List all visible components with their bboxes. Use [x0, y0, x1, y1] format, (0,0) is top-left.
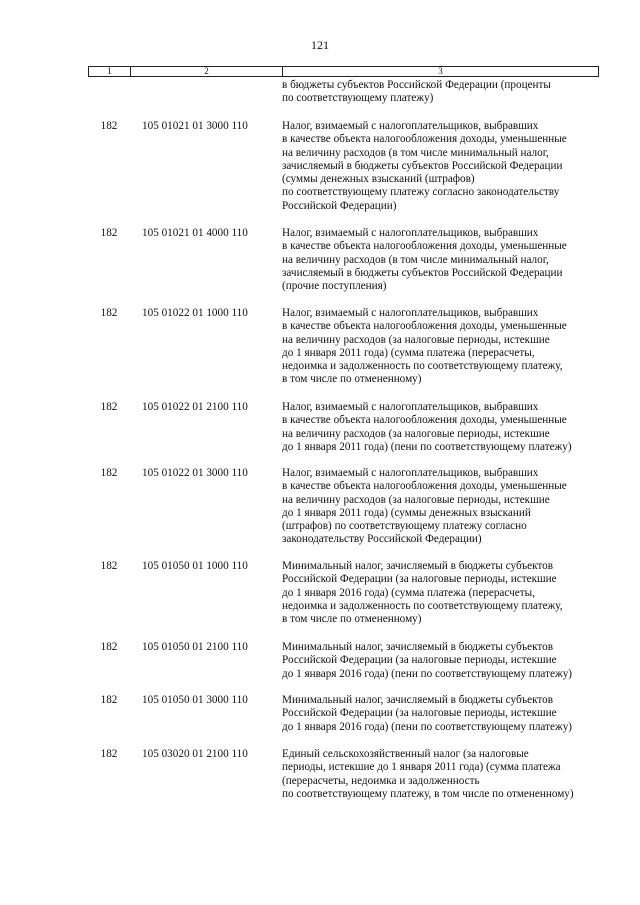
header-col-3: 3 — [438, 66, 443, 76]
description-line: Налог, взимаемый с налогоплательщиков, выбравших — [282, 227, 539, 239]
page-number: 121 — [311, 38, 329, 52]
description-line: в том числе по отмененному) — [282, 613, 422, 626]
description-line: периоды, истекшие до 1 января 2011 года) (сумма платежа — [282, 761, 561, 774]
description-cell — [282, 401, 599, 454]
budget-code-cell: 105 01050 01 2100 110 — [142, 641, 248, 653]
description-line: (суммы денежных взысканий (штрафов) — [282, 173, 475, 186]
table-row — [88, 748, 599, 801]
budget-code-cell: 105 01050 01 3000 110 — [142, 694, 248, 706]
description-cell — [282, 641, 599, 681]
description-line: на величину расходов (в том числе минимальный налог, — [282, 253, 549, 266]
description-line: Российской Федерации (за налоговые периоды, истекшие — [282, 654, 557, 667]
description-line: Налог, взимаемый с налогоплательщиков, выбравших — [282, 401, 539, 413]
table-row — [88, 401, 599, 454]
description-line: (штрафов) по соответствующему платежу согласно — [282, 520, 527, 533]
admin-code-cell: 182 — [100, 748, 118, 760]
description-line: Российской Федерации (за налоговые периоды, истекшие — [282, 573, 557, 586]
admin-code-cell — [88, 79, 130, 106]
budget-code-cell — [130, 79, 282, 106]
table-row — [88, 467, 599, 547]
description-line: в качестве объекта налогообложения доходы, уменьшенные — [282, 133, 567, 146]
description-cell — [282, 467, 599, 547]
admin-code-cell: 182 — [100, 641, 118, 653]
table-header — [88, 66, 599, 77]
description-cell — [282, 227, 599, 293]
admin-code-cell: 182 — [100, 467, 118, 479]
budget-code-cell: 105 01022 01 2100 110 — [142, 401, 248, 413]
table-row — [88, 79, 599, 106]
description-line: в качестве объекта налогообложения доходы, уменьшенные — [282, 240, 567, 253]
description-line: на величину расходов (в том числе минимальный налог, — [282, 146, 549, 159]
description-line: законодательству Российской Федерации) — [282, 533, 482, 546]
admin-code-cell: 182 — [100, 401, 118, 413]
table-row — [88, 694, 599, 734]
header-col-1: 1 — [89, 67, 131, 76]
description-line: Минимальный налог, зачисляемый в бюджеты субъектов — [282, 560, 554, 572]
description-line: Российской Федерации) — [282, 199, 397, 212]
header-col-2: 2 — [131, 67, 283, 76]
budget-code-cell: 105 01021 01 3000 110 — [142, 120, 248, 132]
description-line: на величину расходов (за налоговые периоды, истекшие — [282, 427, 550, 440]
description-line: до 1 января 2011 года) (суммы денежных взысканий — [282, 506, 531, 519]
description-cell — [282, 694, 599, 734]
description-cell — [282, 307, 599, 387]
description-cell — [282, 748, 599, 801]
description-line: зачисляемый в бюджеты субъектов Российской Федерации — [282, 159, 563, 172]
budget-code-cell: 105 01022 01 3000 110 — [142, 467, 248, 479]
description-line: в бюджеты субъектов Российской Федерации (проценты — [282, 79, 551, 91]
description-line: в качестве объекта налогообложения доходы, уменьшенные — [282, 414, 567, 427]
description-line: зачисляемый в бюджеты субъектов Российской Федерации — [282, 266, 563, 279]
description-line: по соответствующему платежу) — [282, 92, 434, 105]
description-line: Российской Федерации (за налоговые периоды, истекшие — [282, 707, 557, 720]
description-line: (перерасчеты, недоимка и задолженность — [282, 774, 480, 787]
description-line: Налог, взимаемый с налогоплательщиков, выбравших — [282, 467, 539, 479]
table-row — [88, 641, 599, 681]
table-row — [88, 307, 599, 387]
budget-code-cell: 105 01021 01 4000 110 — [142, 227, 248, 239]
table-row — [88, 120, 599, 213]
description-cell — [282, 560, 599, 626]
description-line: (прочие поступления) — [282, 280, 387, 293]
description-line: до 1 января 2016 года) (пени по соответствующему платежу) — [282, 667, 573, 680]
description-line: Минимальный налог, зачисляемый в бюджеты субъектов — [282, 694, 554, 706]
admin-code-cell: 182 — [100, 307, 118, 319]
description-line: Налог, взимаемый с налогоплательщиков, выбравших — [282, 120, 539, 132]
budget-code-cell: 105 03020 01 2100 110 — [142, 748, 248, 760]
description-cell — [282, 79, 599, 106]
description-line: Единый сельскохозяйственный налог (за налоговые — [282, 748, 529, 760]
budget-code-cell: 105 01050 01 1000 110 — [142, 560, 248, 572]
admin-code-cell: 182 — [100, 694, 118, 706]
admin-code-cell: 182 — [100, 227, 118, 239]
description-line: в качестве объекта налогообложения доходы, уменьшенные — [282, 320, 567, 333]
description-line: до 1 января 2016 года) (сумма платежа (перерасчеты, — [282, 586, 535, 599]
description-cell — [282, 120, 599, 213]
description-line: в том числе по отмененному) — [282, 373, 422, 386]
description-line: Налог, взимаемый с налогоплательщиков, выбравших — [282, 307, 539, 319]
description-line: на величину расходов (за налоговые периоды, истекшие — [282, 493, 550, 506]
description-line: недоимка и задолженность по соответствующему платежу, — [282, 599, 563, 612]
admin-code-cell: 182 — [100, 120, 118, 132]
description-line: до 1 января 2011 года) (пени по соответствующему платежу) — [282, 440, 572, 453]
description-line: в качестве объекта налогообложения доходы, уменьшенные — [282, 480, 567, 493]
description-line: на величину расходов (за налоговые периоды, истекшие — [282, 333, 550, 346]
budget-code-cell: 105 01022 01 1000 110 — [142, 307, 248, 319]
description-line: до 1 января 2011 года) (сумма платежа (перерасчеты, — [282, 346, 535, 359]
admin-code-cell: 182 — [100, 560, 118, 572]
description-line: Минимальный налог, зачисляемый в бюджеты субъектов — [282, 641, 554, 653]
description-line: до 1 января 2016 года) (пени по соответствующему платежу) — [282, 720, 573, 733]
description-line: по соответствующему платежу, в том числе по отмененному) — [282, 787, 574, 800]
table-row — [88, 560, 599, 626]
table-row — [88, 227, 599, 293]
description-line: по соответствующему платежу согласно законодательству — [282, 186, 560, 199]
description-line: недоимка и задолженность по соответствующему платежу, — [282, 360, 563, 373]
